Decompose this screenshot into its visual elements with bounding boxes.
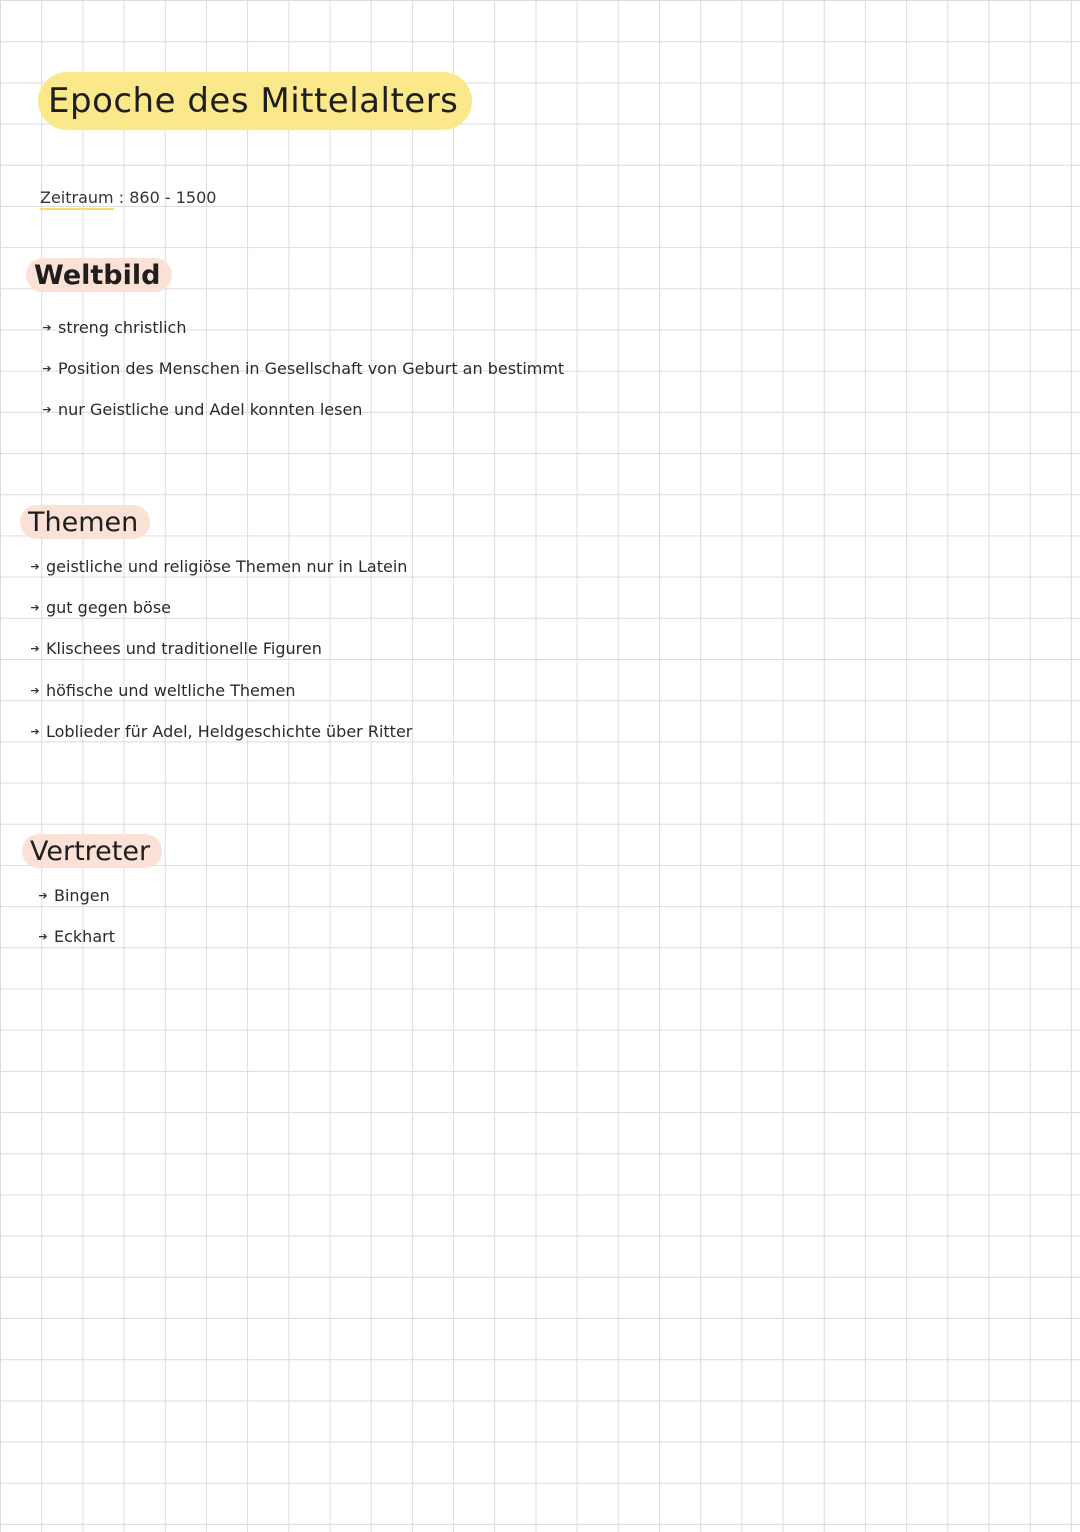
heading-text: Themen xyxy=(28,506,139,538)
list-item xyxy=(28,587,412,628)
list-vertreter xyxy=(36,875,115,957)
heading-text: Weltbild xyxy=(34,259,161,291)
list-item-text: Loblieder für Adel, Heldgeschichte über Ritter xyxy=(46,721,413,741)
arrow-bullet-icon: ➔ xyxy=(30,601,40,615)
list-item-text: Klischees und traditionelle Figuren xyxy=(46,639,322,659)
list-item xyxy=(36,875,115,916)
list-item xyxy=(28,546,412,587)
zeitraum-value: 860 - 1500 xyxy=(129,188,217,207)
list-weltbild xyxy=(40,307,564,431)
zeitraum-label: Zeitraum xyxy=(40,188,114,210)
title-highlight xyxy=(38,72,472,130)
list-item-text: Position des Menschen in Gesellschaft von Geburt an bestimmt xyxy=(58,359,565,379)
list-item-text: geistliche und religiöse Themen nur in Latein xyxy=(46,557,408,577)
arrow-bullet-icon: ➔ xyxy=(30,642,40,656)
arrow-bullet-icon: ➔ xyxy=(30,560,40,574)
zeitraum-line xyxy=(40,188,216,207)
arrow-bullet-icon: ➔ xyxy=(30,724,40,738)
list-item xyxy=(28,628,412,669)
arrow-bullet-icon: ➔ xyxy=(42,403,52,417)
arrow-bullet-icon: ➔ xyxy=(42,362,52,376)
list-item-text: Bingen xyxy=(54,886,110,906)
list-item xyxy=(40,307,564,348)
list-item xyxy=(40,348,564,389)
list-themen xyxy=(28,546,412,752)
page-title: Epoche des Mittelalters xyxy=(48,81,459,121)
section-heading-themen xyxy=(20,505,150,539)
list-item-text: gut gegen böse xyxy=(46,598,172,618)
arrow-bullet-icon: ➔ xyxy=(42,321,52,335)
zeitraum-separator: : xyxy=(118,188,125,207)
arrow-bullet-icon: ➔ xyxy=(38,930,48,944)
list-item xyxy=(28,711,412,752)
list-item-text: höfische und weltliche Themen xyxy=(46,680,296,700)
list-item-text: Eckhart xyxy=(54,927,115,947)
arrow-bullet-icon: ➔ xyxy=(30,683,40,697)
list-item xyxy=(28,670,412,711)
list-item xyxy=(40,389,564,430)
section-heading-vertreter xyxy=(22,834,162,868)
heading-text: Vertreter xyxy=(30,835,151,867)
list-item xyxy=(36,916,115,957)
section-heading-weltbild xyxy=(26,258,172,292)
list-item-text: nur Geistliche und Adel konnten lesen xyxy=(58,400,363,420)
arrow-bullet-icon: ➔ xyxy=(38,889,48,903)
list-item-text: streng christlich xyxy=(58,318,187,338)
